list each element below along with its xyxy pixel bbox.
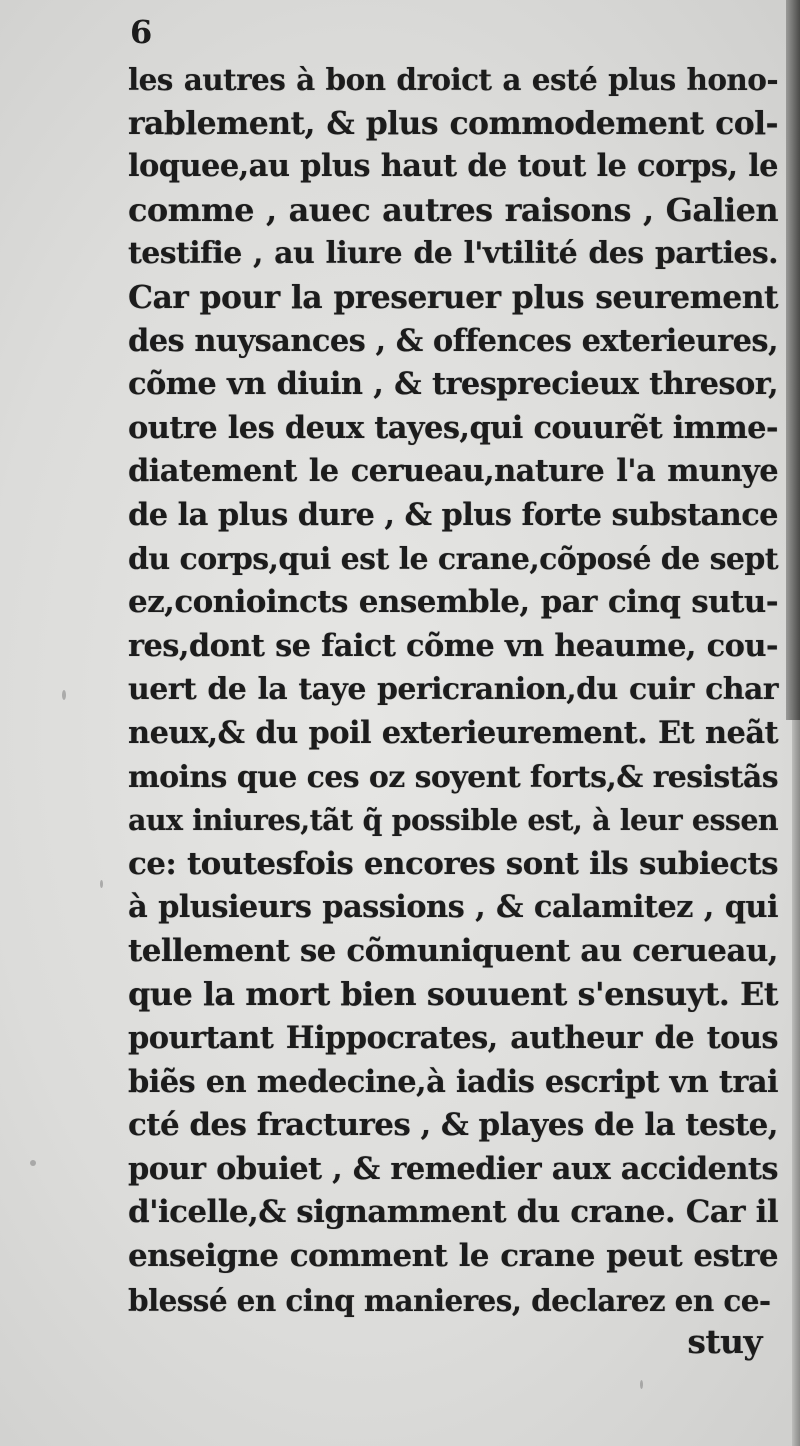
text-line: ce: toutesfois encores sont ils subiects <box>128 845 778 882</box>
paper-speck <box>640 1380 643 1389</box>
binding-gutter-shadow <box>786 0 800 720</box>
text-line: cõme vn diuin , & tresprecieux thresor, <box>128 366 778 403</box>
text-line: biẽs en medecine,à iadis escript vn trai <box>128 1063 778 1100</box>
text-line: Car pour la preseruer plus seurement <box>128 278 778 316</box>
text-line: tellement se cõmuniquent au cerueau, <box>128 932 778 969</box>
text-line: du corps,qui est le crane,cõposé de sept <box>128 541 778 577</box>
text-line: d'icelle,& signamment du crane. Car il <box>128 1194 778 1231</box>
text-line: cté des fractures , & playes de la teste, <box>128 1107 778 1144</box>
page-number: 6 <box>130 13 153 51</box>
text-line: comme , auec autres raisons , Galien <box>128 190 778 229</box>
text-line: que la mort bien souuent s'ensuyt. Et <box>128 975 778 1014</box>
catchword: stuy <box>687 1322 762 1361</box>
paper-speck <box>100 880 103 888</box>
text-line: testifie , au liure de l'vtilité des parties. <box>128 236 778 272</box>
text-line: enseigne comment le crane peut estre <box>128 1238 778 1275</box>
text-line: des nuysances , & offences exterieures, <box>128 322 778 359</box>
text-line: ez,conioincts ensemble, par cinq sutu- <box>128 584 778 621</box>
binding-gutter-edge <box>792 720 800 1446</box>
text-line: aux iniures,tãt q̃ possible est, à leur essen <box>128 803 778 838</box>
text-line: res,dont se faict cõme vn heaume, cou- <box>128 627 778 664</box>
text-line: moins que ces oz soyent forts,& resistãs <box>128 759 779 795</box>
paper-speck <box>62 690 66 700</box>
text-line: de la plus dure , & plus forte substance <box>128 496 778 533</box>
paper-speck <box>30 1160 36 1166</box>
text-line: les autres à bon droict a esté plus hono- <box>128 62 778 97</box>
text-line: blessé en cinq manieres, declarez en ce- <box>128 1282 771 1318</box>
text-line: rablement, & plus commodement col- <box>128 104 778 142</box>
text-line: uert de la taye pericranion,du cuir char <box>128 672 778 708</box>
text-line: pour obuiet , & remedier aux accidents <box>128 1150 778 1187</box>
text-line: outre les deux tayes,qui couurẽt imme- <box>128 409 778 446</box>
text-line: loquee,au plus haut de tout le corps, le <box>128 148 778 185</box>
text-line: diatement le cerueau,nature l'a munye <box>128 453 778 490</box>
text-line: neux,& du poil exterieurement. Et neãt <box>128 714 778 751</box>
body-text <box>128 58 778 1322</box>
text-line: pourtant Hippocrates, autheur de tous <box>128 1020 778 1057</box>
text-line: à plusieurs passions , & calamitez , qui <box>128 889 778 926</box>
